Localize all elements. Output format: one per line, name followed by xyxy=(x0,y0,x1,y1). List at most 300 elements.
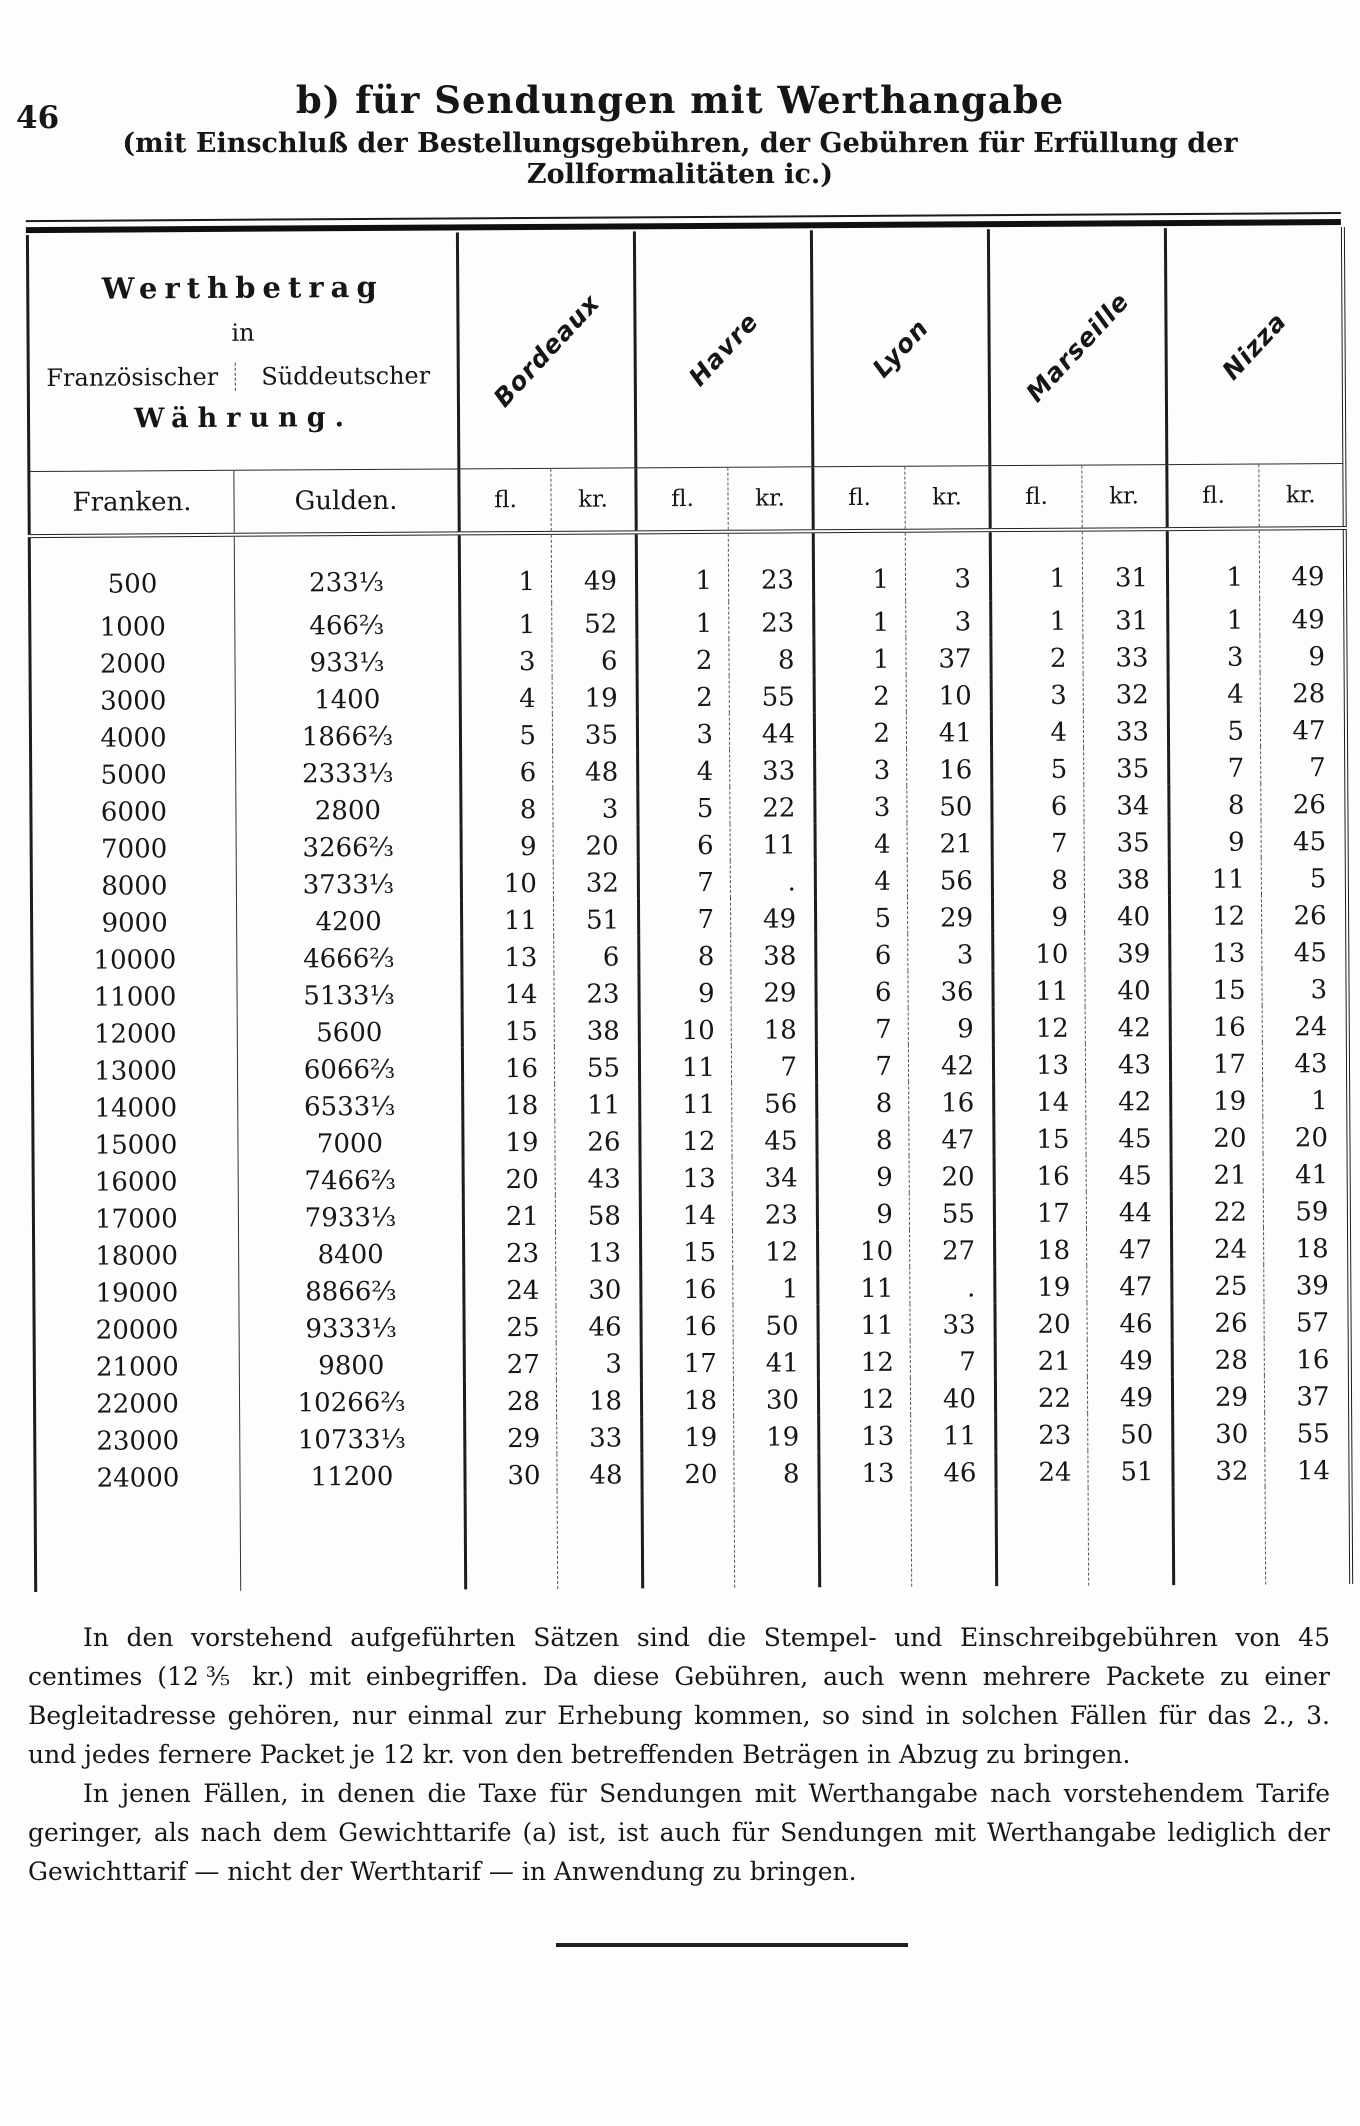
rate-fl-value: 1 xyxy=(460,603,552,641)
rate-fl-value: 9 xyxy=(817,1156,909,1194)
empty-cell xyxy=(734,1489,820,1588)
franken-value: 8000 xyxy=(101,871,168,902)
rate-fl-value: 23 xyxy=(996,1414,1088,1452)
rate-kr-value: 3 xyxy=(553,787,638,825)
rate-kr-value: 47 xyxy=(1260,709,1345,747)
rate-kr-value: 11 xyxy=(911,1414,996,1452)
currency-columns xyxy=(30,361,457,392)
rate-kr-value: 26 xyxy=(1261,783,1346,821)
rate-kr-value: 47 xyxy=(1087,1265,1172,1303)
rate-fl-value: 3 xyxy=(991,674,1083,712)
franken-value: 500 xyxy=(107,569,158,600)
rate-kr-value: 55 xyxy=(909,1192,994,1230)
rate-kr-value: 42 xyxy=(908,1044,993,1082)
rate-fl-value: 1 xyxy=(990,530,1082,601)
rate-fl-value: 6 xyxy=(816,934,908,972)
rate-kr-value: 37 xyxy=(1264,1375,1349,1413)
franken-column-header: Franken. xyxy=(29,470,234,536)
rate-kr-value: 16 xyxy=(909,1081,994,1119)
footnote-paragraph-1: In den vorstehend aufgeführten Sätzen sind die Stempel- und Einschreibgebühren von 45 centimes (12⅗ kr.) mit einbegriffen. Da diese Gebühren, auch wenn mehrere Packete zu einer Begleitadresse gehören, nur einmal zur Erhebung kommen, so sind in solchen Fällen für das 2., 3. und jedes fernere Packet je 12 kr. von den betreffenden Beträgen in Abzug zu bringen. xyxy=(28,1623,1330,1769)
gulden-value: 3733⅓ xyxy=(236,862,461,900)
rate-fl-value: 28 xyxy=(1172,1339,1264,1377)
franken-value: 10000 xyxy=(93,945,177,976)
rate-kr-value: 19 xyxy=(734,1415,819,1453)
city-label: Marseille xyxy=(1020,286,1135,408)
franken-value: 24000 xyxy=(96,1463,180,1494)
kr-column-header: kr. xyxy=(1259,464,1344,529)
rate-fl-value: 16 xyxy=(994,1155,1086,1193)
rate-kr-value: 44 xyxy=(729,712,814,750)
rate-kr-value: 29 xyxy=(907,896,992,934)
franken-value: 22000 xyxy=(96,1389,180,1420)
rate-fl-value: 9 xyxy=(1169,821,1261,859)
franken-value: 7000 xyxy=(100,834,168,865)
rate-fl-value: 7 xyxy=(816,1008,908,1046)
rate-fl-value: 15 xyxy=(462,1010,554,1048)
rate-fl-value: 1 xyxy=(814,638,906,676)
city-header-havre xyxy=(634,230,812,468)
rate-fl-value: 12 xyxy=(640,1120,732,1158)
rate-kr-value: 3 xyxy=(906,600,991,638)
rate-fl-value: 2 xyxy=(637,676,729,714)
tariff-table-wrapper xyxy=(26,212,1360,1592)
city-label: Lyon xyxy=(866,312,935,383)
rate-kr-value: 45 xyxy=(1262,931,1347,969)
rate-kr-value: 33 xyxy=(1083,636,1168,674)
rate-kr-value: 38 xyxy=(554,1009,639,1047)
footnotes xyxy=(28,1618,1330,1891)
rate-kr-value: 33 xyxy=(1083,710,1168,748)
rate-fl-value: 1 xyxy=(813,531,905,602)
rate-kr-value: 3 xyxy=(1262,968,1347,1006)
rate-kr-value: 14 xyxy=(1265,1449,1350,1487)
franken-value: 16000 xyxy=(94,1167,178,1198)
city-label: Bordeaux xyxy=(487,287,606,413)
gulden-value: 1400 xyxy=(235,677,460,715)
rate-fl-value: 8 xyxy=(1169,784,1261,822)
rate-kr-value: 27 xyxy=(910,1229,995,1267)
rate-fl-value: 20 xyxy=(463,1158,555,1196)
rate-fl-value: 14 xyxy=(640,1194,732,1232)
rate-fl-value: 28 xyxy=(464,1380,556,1418)
rate-fl-value: 8 xyxy=(639,935,731,973)
empty-cell xyxy=(642,1490,735,1589)
rate-kr-value: . xyxy=(730,860,815,898)
rate-kr-value: 55 xyxy=(554,1046,639,1084)
empty-cell xyxy=(1265,1486,1351,1585)
rate-fl-value: 11 xyxy=(640,1083,732,1121)
rate-fl-value: 9 xyxy=(461,825,553,863)
kr-column-header: kr. xyxy=(551,468,636,533)
rate-kr-value: 51 xyxy=(553,898,638,936)
rate-kr-value: 57 xyxy=(1264,1301,1349,1339)
fl-column-header: fl. xyxy=(990,465,1082,530)
rate-fl-value: 9 xyxy=(817,1193,909,1231)
rate-fl-value: 8 xyxy=(817,1082,909,1120)
rate-kr-value: 45 xyxy=(1086,1117,1171,1155)
page-title: b) für Sendungen mit Werthangabe xyxy=(295,78,1065,122)
rate-kr-value: 13 xyxy=(556,1231,641,1269)
rate-kr-value: 18 xyxy=(731,1008,816,1046)
rate-kr-value: 38 xyxy=(731,934,816,972)
rate-fl-value: 1 xyxy=(1167,529,1259,600)
franken-value: 18000 xyxy=(95,1241,179,1272)
fl-column-header: fl. xyxy=(636,467,728,532)
rate-kr-value: 39 xyxy=(1085,932,1170,970)
rate-fl-value: 24 xyxy=(464,1269,556,1307)
rate-kr-value: 1 xyxy=(733,1267,818,1305)
gulden-column-header: Gulden. xyxy=(234,469,459,535)
rate-fl-value: 7 xyxy=(816,1045,908,1083)
rate-kr-value: 30 xyxy=(556,1268,641,1306)
table-subheader-row xyxy=(29,464,1344,537)
rate-kr-value: 33 xyxy=(557,1416,642,1454)
rate-kr-value: 45 xyxy=(1086,1154,1171,1192)
rate-fl-value: 3 xyxy=(637,713,729,751)
rate-kr-value: 16 xyxy=(907,748,992,786)
rate-fl-value: 13 xyxy=(819,1415,911,1453)
empty-cell xyxy=(996,1488,1089,1587)
franken-value: 3000 xyxy=(100,686,167,717)
rate-kr-value: 47 xyxy=(909,1118,994,1156)
gulden-value: 6066⅔ xyxy=(237,1047,462,1085)
rate-fl-value: 29 xyxy=(1172,1376,1264,1414)
rate-kr-value: 45 xyxy=(732,1119,817,1157)
empty-cell xyxy=(1088,1487,1174,1586)
rate-kr-value: 31 xyxy=(1083,599,1168,637)
rate-kr-value: 19 xyxy=(552,676,637,714)
rate-kr-value: 46 xyxy=(556,1305,641,1343)
rate-fl-value: 11 xyxy=(993,970,1085,1008)
rate-kr-value: 20 xyxy=(1263,1116,1348,1154)
rate-kr-value: 49 xyxy=(1260,598,1345,636)
rate-fl-value: 5 xyxy=(460,714,552,752)
franken-value: 23000 xyxy=(96,1426,180,1457)
empty-cell xyxy=(819,1489,912,1588)
rate-fl-value: 26 xyxy=(1172,1302,1264,1340)
franken-value: 19000 xyxy=(95,1278,179,1309)
rate-fl-value: 32 xyxy=(1173,1450,1265,1488)
rate-kr-value: 56 xyxy=(732,1082,817,1120)
rate-fl-value: 24 xyxy=(1172,1228,1264,1266)
franken-value: 14000 xyxy=(94,1093,178,1124)
rate-kr-value: 32 xyxy=(553,861,638,899)
rate-kr-value: 7 xyxy=(910,1340,995,1378)
city-header-bordeaux xyxy=(457,231,635,469)
rate-fl-value: 15 xyxy=(641,1231,733,1269)
rate-kr-value: 3 xyxy=(556,1342,641,1380)
rate-fl-value: 19 xyxy=(642,1416,734,1454)
franken-value: 13000 xyxy=(94,1056,177,1087)
rate-fl-value: 9 xyxy=(992,896,1084,934)
rate-fl-value: 7 xyxy=(1169,747,1261,785)
gulden-value: 10266⅔ xyxy=(239,1380,464,1418)
rate-fl-value: 4 xyxy=(638,750,730,788)
page-subtitle: (mit Einschluß der Bestellungsgebühren, der Gebühren für Erfüllung der Zollformalitäten ic.) xyxy=(122,128,1238,190)
rate-kr-value: 52 xyxy=(552,602,637,640)
rate-fl-value: 4 xyxy=(460,677,552,715)
rate-fl-value: 13 xyxy=(1170,932,1262,970)
gulden-value: 8866⅔ xyxy=(239,1269,464,1307)
rate-fl-value: 7 xyxy=(638,861,730,899)
value-amount-header xyxy=(27,232,458,471)
rate-fl-value: 20 xyxy=(642,1453,734,1491)
gulden-value: 10733⅓ xyxy=(240,1417,465,1455)
tariff-table xyxy=(26,227,1353,1592)
rate-fl-value: 5 xyxy=(815,897,907,935)
rate-kr-value: 12 xyxy=(733,1230,818,1268)
rate-fl-value: 9 xyxy=(639,972,731,1010)
rate-kr-value: 7 xyxy=(1261,746,1346,784)
rate-fl-value: 18 xyxy=(641,1379,733,1417)
rate-fl-value: 8 xyxy=(817,1119,909,1157)
rate-fl-value: 11 xyxy=(818,1267,910,1305)
rate-kr-value: 31 xyxy=(1082,529,1167,600)
gulden-value: 8400 xyxy=(239,1232,464,1270)
rate-fl-value: 2 xyxy=(991,637,1083,675)
rate-kr-value: 16 xyxy=(1264,1338,1349,1376)
rate-fl-value: 5 xyxy=(638,787,730,825)
rate-fl-value: 10 xyxy=(639,1009,731,1047)
gulden-value: 11200 xyxy=(240,1454,465,1492)
rate-fl-value: 2 xyxy=(814,675,906,713)
rate-kr-value: 1 xyxy=(1263,1079,1348,1117)
table-filler-row xyxy=(35,1486,1351,1592)
rate-kr-value: 26 xyxy=(555,1120,640,1158)
rate-kr-value: 49 xyxy=(1087,1339,1172,1377)
rate-fl-value: 20 xyxy=(995,1303,1087,1341)
rate-kr-value: 42 xyxy=(1085,1006,1170,1044)
rate-fl-value: 15 xyxy=(1170,969,1262,1007)
gulden-value: 5600 xyxy=(237,1010,462,1048)
rate-kr-value: 47 xyxy=(1087,1228,1172,1266)
gulden-value: 9333⅓ xyxy=(239,1306,464,1344)
rate-kr-value: 50 xyxy=(1088,1413,1173,1451)
rate-fl-value: 21 xyxy=(463,1195,555,1233)
rate-fl-value: 12 xyxy=(993,1007,1085,1045)
rate-fl-value: 3 xyxy=(815,749,907,787)
rate-fl-value: 16 xyxy=(1170,1006,1262,1044)
rate-kr-value: 23 xyxy=(729,601,814,639)
rate-kr-value: 24 xyxy=(1262,1005,1347,1043)
rate-fl-value: 11 xyxy=(639,1046,731,1084)
rate-fl-value: 10 xyxy=(993,933,1085,971)
rate-fl-value: 14 xyxy=(994,1081,1086,1119)
empty-cell xyxy=(465,1491,558,1590)
empty-cell xyxy=(240,1491,466,1590)
gulden-value: 1866⅔ xyxy=(235,714,460,752)
rate-fl-value: 2 xyxy=(637,639,729,677)
rate-fl-value: 7 xyxy=(638,898,730,936)
rate-fl-value: 19 xyxy=(1171,1080,1263,1118)
gulden-value: 7466⅔ xyxy=(238,1158,463,1196)
gulden-value: 5133⅓ xyxy=(237,973,462,1011)
currency-french-label: Französischer xyxy=(46,362,219,392)
rate-kr-value: 35 xyxy=(1084,747,1169,785)
fl-column-header: fl. xyxy=(1167,464,1259,529)
rate-fl-value: 17 xyxy=(1170,1043,1262,1081)
rate-kr-value: 55 xyxy=(1265,1412,1350,1450)
rate-fl-value: 25 xyxy=(464,1306,556,1344)
rate-fl-value: 24 xyxy=(996,1451,1088,1489)
rate-kr-value: 50 xyxy=(907,785,992,823)
rate-kr-value: 32 xyxy=(1083,673,1168,711)
rate-kr-value: 11 xyxy=(555,1083,640,1121)
empty-cell xyxy=(557,1490,643,1589)
rate-kr-value: 10 xyxy=(906,674,991,712)
franken-value: 4000 xyxy=(100,723,167,754)
gulden-value: 2333⅓ xyxy=(236,751,461,789)
rate-kr-value: 8 xyxy=(734,1452,819,1490)
franken-value: 17000 xyxy=(94,1204,178,1235)
section-divider-rule xyxy=(556,1943,908,1947)
franken-value: 9000 xyxy=(101,908,168,939)
rate-kr-value: 33 xyxy=(730,749,815,787)
rate-fl-value: 8 xyxy=(461,788,553,826)
rate-fl-value: 1 xyxy=(1168,599,1260,637)
rate-kr-value: 37 xyxy=(906,637,991,675)
franken-value: 21000 xyxy=(95,1352,179,1383)
fl-column-header: fl. xyxy=(813,466,905,531)
rate-kr-value: 6 xyxy=(552,639,637,677)
rate-kr-value: 55 xyxy=(729,675,814,713)
rate-kr-value: 23 xyxy=(732,1193,817,1231)
empty-cell xyxy=(35,1493,241,1592)
rate-fl-value: 18 xyxy=(995,1229,1087,1267)
city-label: Havre xyxy=(683,306,765,392)
rate-fl-value: 3 xyxy=(460,640,552,678)
currency-word: Währung. xyxy=(134,401,354,434)
gulden-value: 4200 xyxy=(236,899,461,937)
rate-fl-value: 12 xyxy=(818,1341,910,1379)
rate-kr-value: 48 xyxy=(557,1453,642,1491)
rate-fl-value: 19 xyxy=(995,1266,1087,1304)
rate-kr-value: 59 xyxy=(1263,1190,1348,1228)
rate-fl-value: 17 xyxy=(641,1342,733,1380)
rate-kr-value: 58 xyxy=(555,1194,640,1232)
rate-kr-value: 20 xyxy=(909,1155,994,1193)
kr-column-header: kr. xyxy=(728,467,813,532)
rate-fl-value: 11 xyxy=(818,1304,910,1342)
rate-kr-value: 49 xyxy=(1259,528,1344,599)
empty-cell xyxy=(911,1488,997,1587)
rate-fl-value: 13 xyxy=(462,936,554,974)
rate-fl-value: 4 xyxy=(815,860,907,898)
kr-column-header: kr. xyxy=(1082,465,1167,530)
franken-value: 1000 xyxy=(99,612,166,643)
rate-kr-value: 11 xyxy=(730,823,815,861)
rate-fl-value: 16 xyxy=(641,1268,733,1306)
rate-kr-value: 20 xyxy=(553,824,638,862)
gulden-value: 233⅓ xyxy=(234,533,459,604)
rate-fl-value: 21 xyxy=(995,1340,1087,1378)
city-header-lyon xyxy=(811,229,989,467)
rate-fl-value: 25 xyxy=(1172,1265,1264,1303)
rate-fl-value: 19 xyxy=(463,1121,555,1159)
empty-cell xyxy=(1173,1487,1266,1586)
fl-column-header: fl. xyxy=(459,468,551,533)
rate-kr-value: 45 xyxy=(1261,820,1346,858)
rate-kr-value: 43 xyxy=(555,1157,640,1195)
rate-fl-value: 4 xyxy=(815,823,907,861)
rate-kr-value: 43 xyxy=(1085,1043,1170,1081)
rate-fl-value: 12 xyxy=(818,1378,910,1416)
rate-kr-value: 40 xyxy=(1084,895,1169,933)
gulden-value: 466⅔ xyxy=(235,603,460,641)
rate-kr-value: 3 xyxy=(905,530,990,601)
rate-kr-value: 40 xyxy=(910,1377,995,1415)
rate-kr-value: 56 xyxy=(907,859,992,897)
rate-kr-value: 33 xyxy=(910,1303,995,1341)
rate-kr-value: 43 xyxy=(1262,1042,1347,1080)
rate-kr-value: 9 xyxy=(908,1007,993,1045)
rate-fl-value: 1 xyxy=(814,601,906,639)
page-number: 46 xyxy=(16,100,60,136)
rate-kr-value: 7 xyxy=(731,1045,816,1083)
gulden-value: 9800 xyxy=(239,1343,464,1381)
rate-fl-value: 2 xyxy=(814,712,906,750)
rate-fl-value: 13 xyxy=(640,1157,732,1195)
rate-kr-value: 46 xyxy=(1087,1302,1172,1340)
rate-fl-value: 1 xyxy=(637,602,729,640)
rate-fl-value: 15 xyxy=(994,1118,1086,1156)
table-header-row xyxy=(27,227,1343,472)
rate-fl-value: 11 xyxy=(1169,858,1261,896)
rate-fl-value: 13 xyxy=(819,1452,911,1490)
gulden-value: 3266⅔ xyxy=(236,825,461,863)
rate-fl-value: 11 xyxy=(461,899,553,937)
rate-fl-value: 14 xyxy=(462,973,554,1011)
gulden-value: 4666⅔ xyxy=(237,936,462,974)
franken-value: 2000 xyxy=(99,649,167,680)
rate-fl-value: 6 xyxy=(461,751,553,789)
rate-kr-value: 30 xyxy=(733,1378,818,1416)
rate-kr-value: 21 xyxy=(907,822,992,860)
currency-southgerman-label: Süddeutscher xyxy=(235,361,456,390)
rate-kr-value: 34 xyxy=(732,1156,817,1194)
rate-kr-value: 40 xyxy=(1085,969,1170,1007)
rate-kr-value: 49 xyxy=(551,532,636,603)
rate-kr-value: 35 xyxy=(1084,821,1169,859)
franken-value: 12000 xyxy=(93,1019,177,1050)
rate-kr-value: 51 xyxy=(1088,1450,1173,1488)
rate-kr-value: 50 xyxy=(733,1304,818,1342)
rate-fl-value: 29 xyxy=(465,1417,557,1455)
rate-fl-value: 16 xyxy=(462,1047,554,1085)
rate-fl-value: 13 xyxy=(993,1044,1085,1082)
rate-fl-value: 22 xyxy=(1171,1191,1263,1229)
rate-fl-value: 5 xyxy=(1168,710,1260,748)
rate-fl-value: 6 xyxy=(638,824,730,862)
rate-fl-value: 5 xyxy=(992,748,1084,786)
rate-kr-value: 18 xyxy=(1264,1227,1349,1265)
rate-fl-value: 20 xyxy=(1171,1117,1263,1155)
rate-fl-value: 30 xyxy=(1173,1413,1265,1451)
rate-kr-value: 39 xyxy=(1264,1264,1349,1302)
value-amount-in: in xyxy=(231,318,255,347)
gulden-value: 2800 xyxy=(236,788,461,826)
franken-value: 20000 xyxy=(95,1315,179,1346)
rate-fl-value: 1 xyxy=(459,533,551,604)
rate-fl-value: 17 xyxy=(994,1192,1086,1230)
rate-kr-value: 46 xyxy=(911,1451,996,1489)
rate-kr-value: 36 xyxy=(908,970,993,1008)
franken-value: 15000 xyxy=(94,1130,178,1161)
city-label: Nizza xyxy=(1216,306,1293,385)
rate-fl-value: 6 xyxy=(992,785,1084,823)
city-header-marseille xyxy=(988,228,1166,466)
rate-fl-value: 3 xyxy=(1168,636,1260,674)
